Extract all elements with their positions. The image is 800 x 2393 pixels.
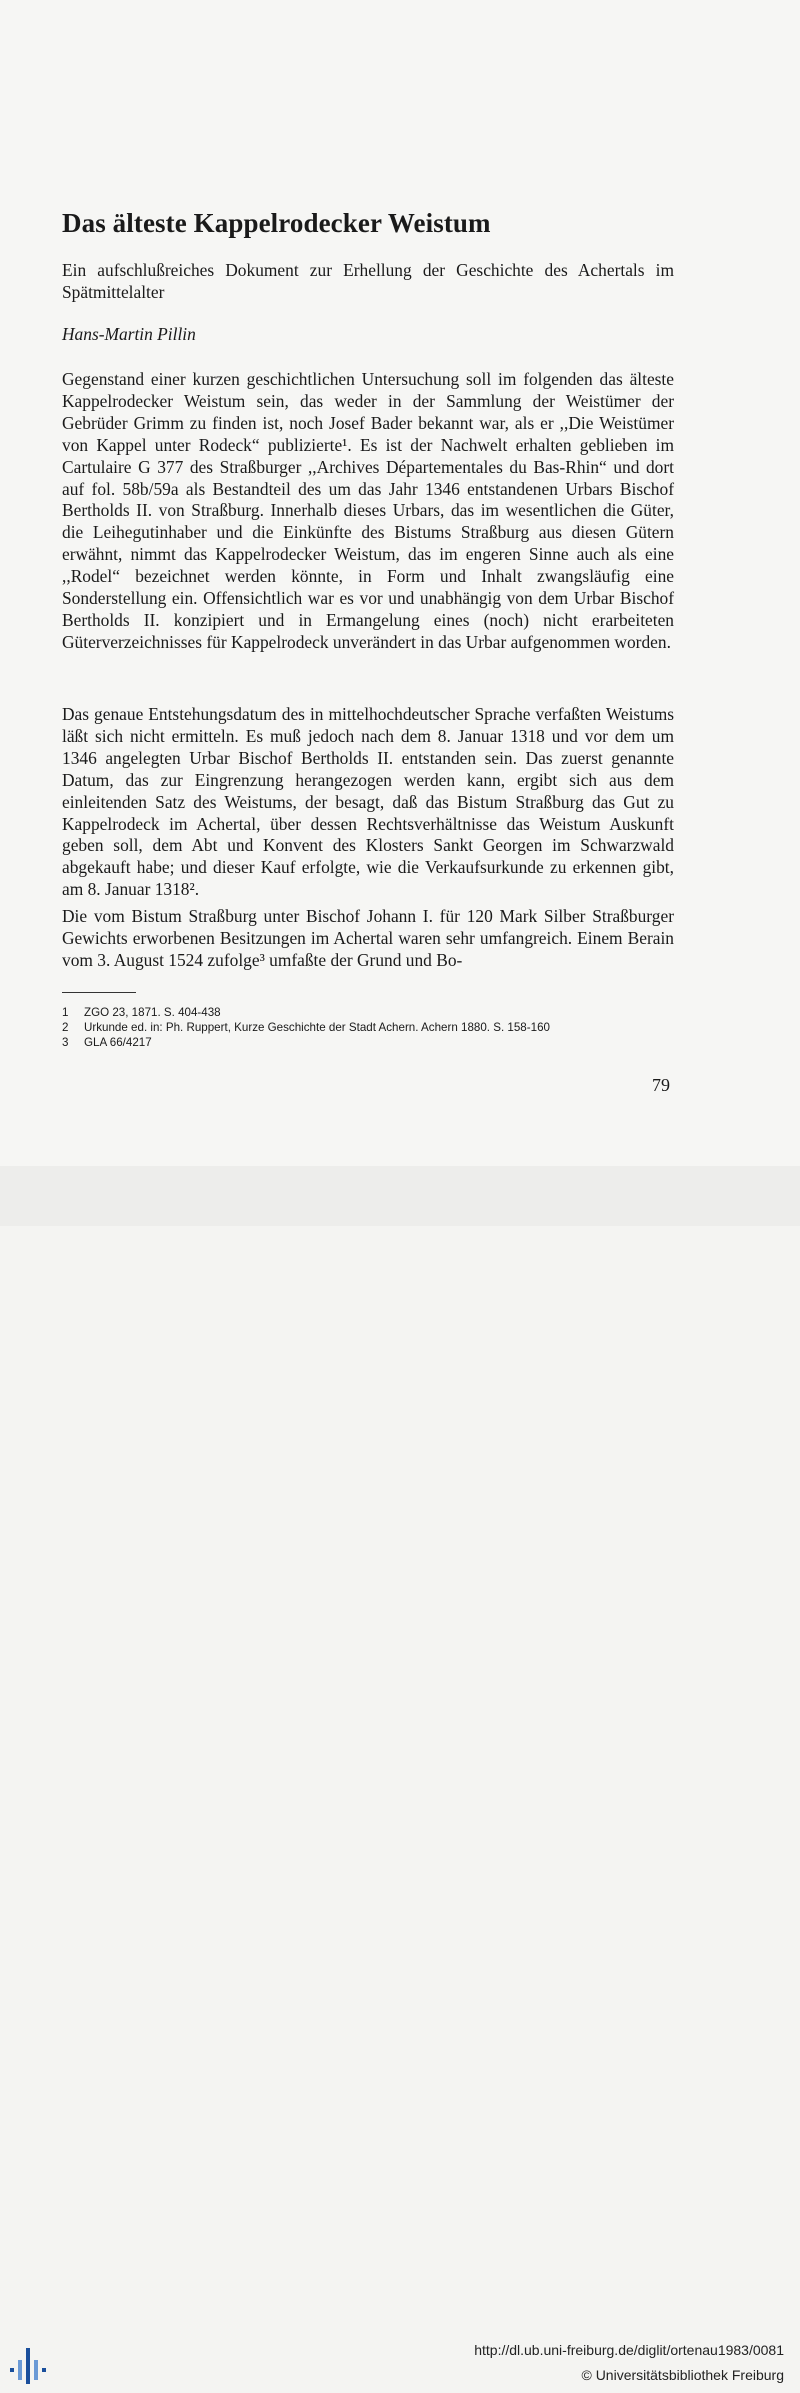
viewer-footer (0, 1166, 800, 2383)
footnote-2 (62, 1021, 550, 1035)
copyright-notice: © Universitätsbibliothek Freiburg (581, 2367, 784, 2383)
footnote-number: 1 (62, 1006, 69, 1019)
footnote-text: GLA 66/4217 (84, 1036, 152, 1049)
article-title: Das älteste Kappelrodecker Weistum (62, 208, 491, 238)
footnote-number: 2 (62, 1021, 69, 1034)
footnote-divider (62, 992, 136, 993)
footnote-text: ZGO 23, 1871. S. 404-438 (84, 1006, 221, 1019)
paragraph-2: Das genaue Entstehungsdatum des in mittelhochdeutscher Sprache verfaßten Weistums läßt sich nicht ermitteln. Es muß jedoch nach dem 8. Januar 1318 und vor dem um 1346 angelegten Urbar Bischof Bertholds II. entstanden sein. Das zuerst genannte Datum, das zur Eingrenzung herangezogen werden kann, ergibt sich aus dem einleitenden Satz des Weistums, der besagt, daß das Bistum Straßburg das Gut zu Kappelrodeck im Achertal, über dessen Rechtsverhältnisse das Weistum Auskunft geben soll, dem Abt und Konvent des Klosters Sankt Georgen im Schwarzwald abgekauft habe; und dieser Kauf erfolgte, wie die Verkaufsurkunde zu erkennen gibt, am 8. Januar 1318². (62, 704, 674, 900)
footnote-3 (62, 1036, 152, 1050)
paragraph-3: Die vom Bistum Straßburg unter Bischof Johann I. für 120 Mark Silber Straßburger Gewichts erworbenen Besitzungen im Achertal waren sehr umfangreich. Einem Berain vom 3. August 1524 zufolge³ umfaßte der Grund und Bo- (62, 906, 674, 970)
page-number: 79 (652, 1075, 670, 1095)
footnote-number: 3 (62, 1036, 69, 1049)
ub-freiburg-logo-icon[interactable] (6, 2344, 50, 2388)
article-subtitle: Ein aufschlußreiches Dokument zur Erhellung der Geschichte des Achertals im Spätmittelalter (62, 260, 674, 302)
permalink-url[interactable]: http://dl.ub.uni-freiburg.de/diglit/ortenau1983/0081 (474, 2342, 784, 2358)
article-author: Hans-Martin Pillin (62, 324, 196, 344)
paragraph-1: Gegenstand einer kurzen geschichtlichen Untersuchung soll im folgenden das älteste Kappelrodecker Weistum sein, das weder in der Sammlung der Weistümer der Gebrüder Grimm zu finden ist, noch Josef Bader bekannt war, als er ,,Die Weistümer von Kappel unter Rodeck“ publizierte¹. Es ist der Nachwelt erhalten geblieben im Cartulaire G 377 des Straßburger ,,Archives Départementales du Bas-Rhin“ und dort auf fol. 58b/59a als Bestandteil des um das Jahr 1346 entstandenen Urbars Bischof Bertholds II. von Straßburg. Innerhalb dieses Urbars, das im wesentlichen die Güter, die Leihegutinhaber und die Einkünfte des Bistums Straßburg aus diesen Gütern erwähnt, nimmt das Kappelrodecker Weistum, das im engeren Sinne auch als eine ,,Rodel“ bezeichnet werden könnte, in Form und Inhalt zwangsläufig eine Sonderstellung ein. Offensichtlich war es vor und unabhängig von dem Urbar Bischof Bertholds II. konzipiert und in Ermangelung eines (noch) nicht erarbeiteten Güterverzeichnisses für Kappelrodeck unverändert in das Urbar aufgenommen worden. (62, 369, 674, 652)
footnote-text: Urkunde ed. in: Ph. Ruppert, Kurze Geschichte der Stadt Achern. Achern 1880. S. 158-160 (84, 1021, 550, 1034)
footnote-1 (62, 1006, 221, 1020)
document-page (0, 0, 800, 1166)
